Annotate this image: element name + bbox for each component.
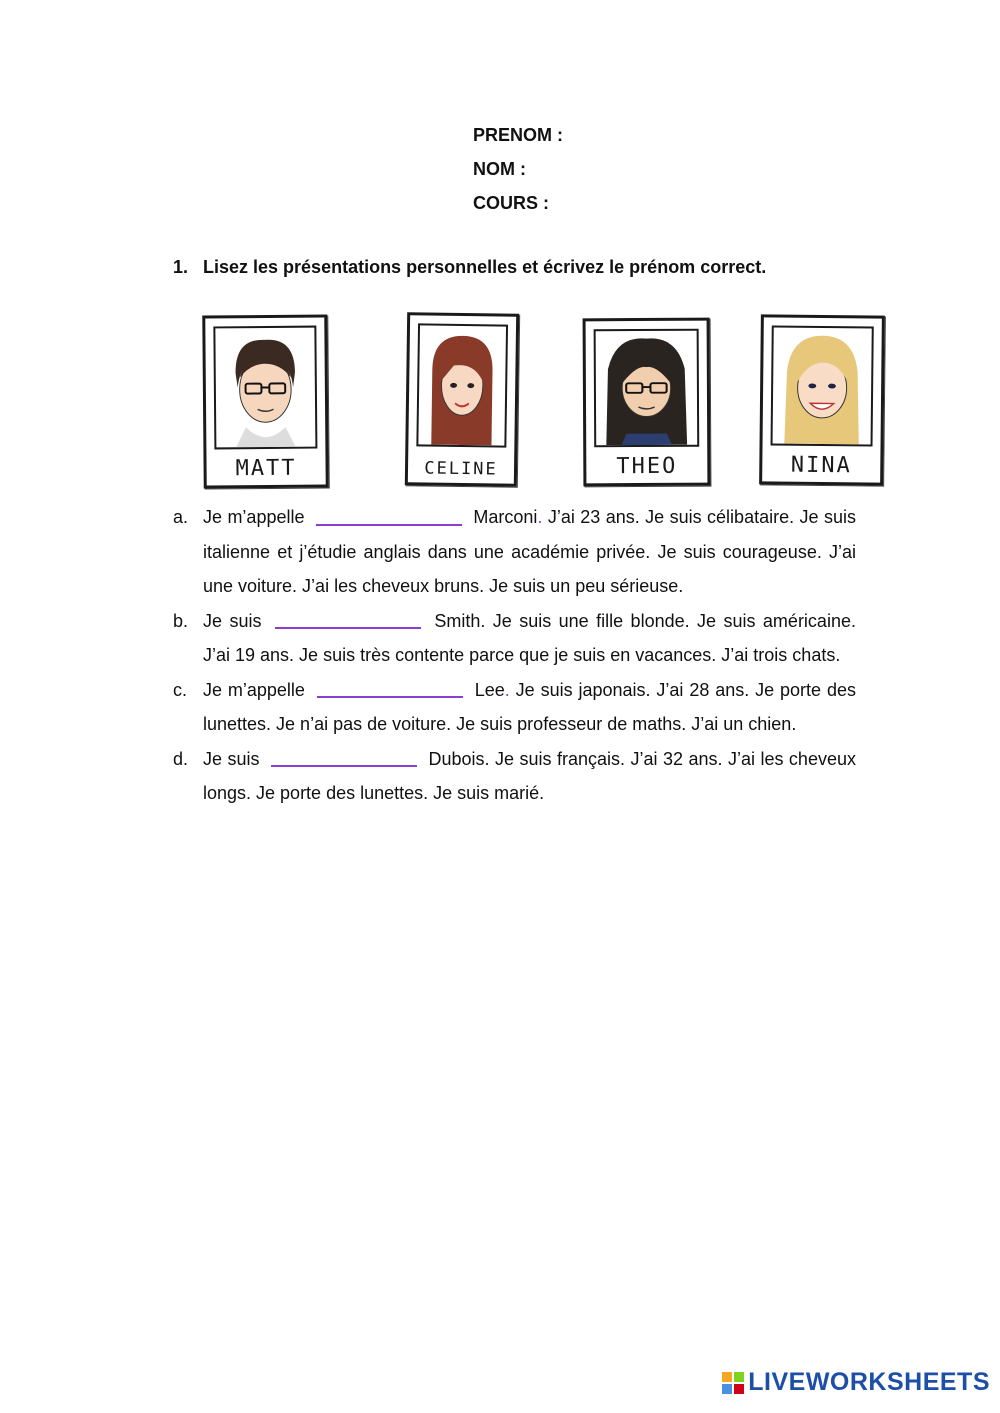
list-item-b: [173, 604, 856, 673]
item-text-before: Je m’appelle: [203, 679, 305, 700]
nom-label: NOM :: [473, 159, 526, 179]
portrait-card-matt: [202, 314, 329, 488]
logo-blocks-icon: [722, 1372, 744, 1394]
portrait-card-nina: [759, 314, 885, 485]
portrait-image: [213, 326, 317, 450]
item-letter: b.: [173, 610, 189, 631]
item-text-before: Je suis: [203, 748, 260, 769]
item-letter: a.: [173, 507, 189, 527]
item-text-before: Je suis: [203, 610, 262, 631]
cours-label: COURS :: [473, 193, 549, 213]
portrait-card-celine: [405, 312, 519, 487]
answer-blank-a[interactable]: [316, 523, 462, 526]
item-text-after: Dubois. Je suis français. J’ai 32 ans. J’ai les cheveux longs. Je porte des lunettes. Je suis marié.: [203, 748, 856, 803]
portrait-name: MATT: [235, 455, 297, 482]
portrait-image: [416, 323, 508, 447]
list-item-d: [173, 742, 856, 811]
item-text-before: Je m’appelle: [203, 507, 305, 527]
list-item-c: [173, 673, 856, 742]
answer-blank-b[interactable]: [275, 626, 421, 629]
item-surname: Lee: [474, 679, 505, 700]
portrait-name: CELINE: [424, 458, 498, 480]
exercise-items: [173, 500, 856, 811]
list-item-a: [173, 500, 856, 604]
answer-blank-c[interactable]: [317, 695, 463, 698]
item-surname: Marconi: [473, 507, 538, 527]
question-text: Lisez les présentations personnelles et écrivez le prénom correct.: [203, 257, 767, 277]
liveworksheets-logo: [722, 1368, 990, 1397]
item-letter: d.: [173, 748, 189, 769]
prenom-label: PRENOM :: [473, 125, 563, 145]
logo-text: LIVEWORKSHEETS: [748, 1368, 990, 1396]
portrait-name: THEO: [616, 453, 678, 480]
portrait-name: NINA: [790, 452, 852, 479]
item-text-after: Smith. Je suis une fille blonde. Je suis américaine. J’ai 19 ans. Je suis très contente parce que je suis en vacances. J’ai trois chats.: [203, 610, 856, 665]
answer-blank-d[interactable]: [271, 764, 417, 767]
period-mark: .: [537, 507, 543, 527]
question-title: [173, 257, 766, 278]
item-text-after: Je suis japonais. J’ai 28 ans. Je porte des lunettes. Je n’ai pas de voiture. Je suis professeur de maths. J’ai un chien.: [203, 679, 856, 734]
question-number: 1.: [173, 257, 189, 277]
item-letter: c.: [173, 679, 188, 700]
portrait-card-theo: [583, 318, 711, 487]
portrait-image: [594, 329, 700, 448]
portrait-image: [771, 325, 874, 446]
item-text-after: J’ai 23 ans. Je suis célibataire. Je suis italienne et j’étudie anglais dans une académie privée. Je suis courageuse. J’ai une voiture. J’ai les cheveux bruns. Je suis un peu sérieuse.: [203, 507, 856, 596]
worksheet-header: [473, 118, 563, 220]
period-mark: .: [504, 679, 510, 700]
